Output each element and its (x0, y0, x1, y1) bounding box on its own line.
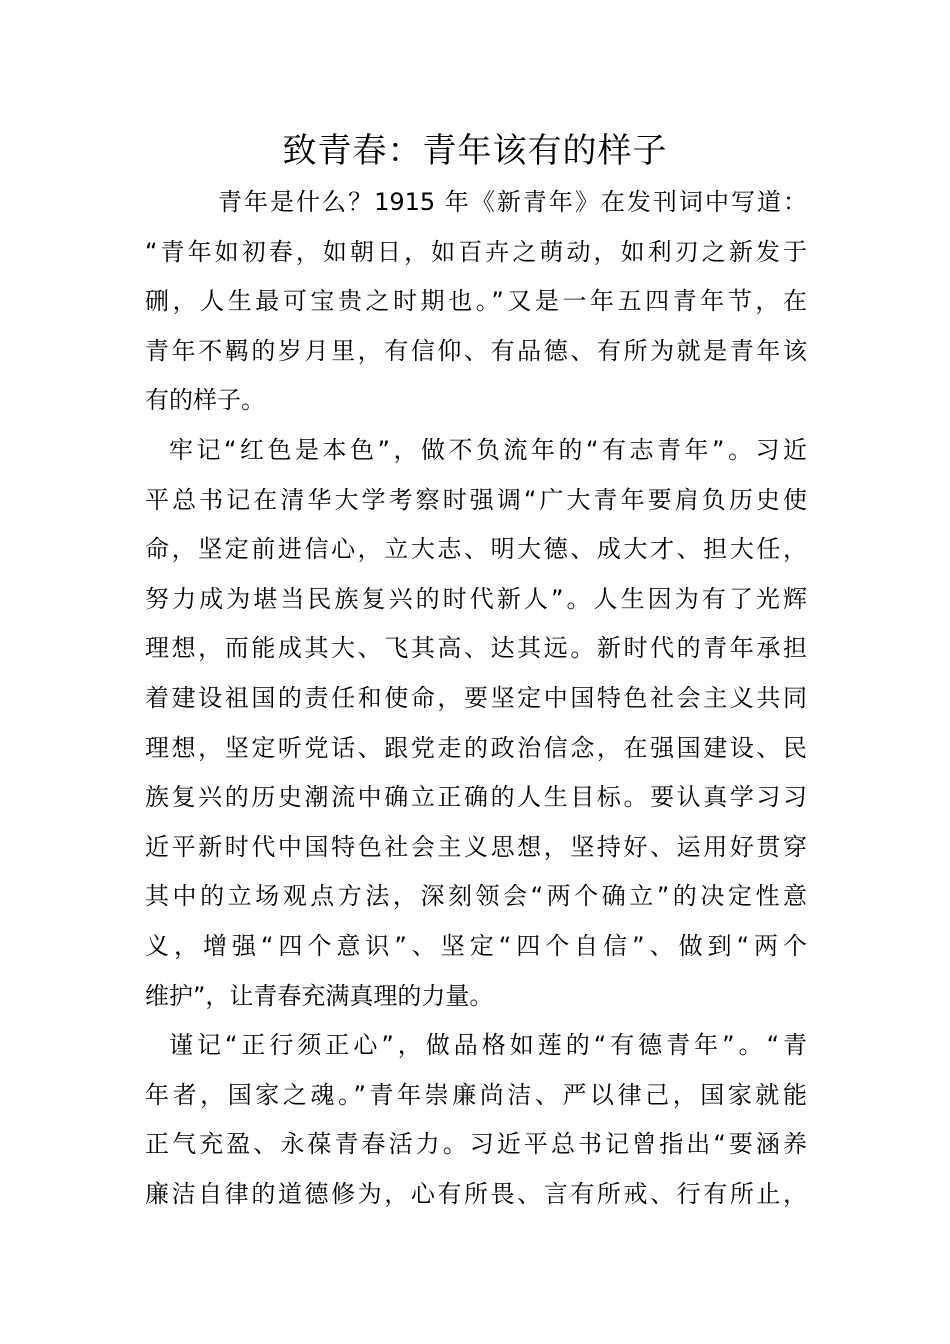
text-line: 牢记“红色是本色”，做不负流年的“有志青年”。习近 (169, 435, 807, 464)
paragraph-virtue (145, 1021, 807, 1219)
text-line: 谨记“正行须正心”，做品格如莲的“有德青年”。“青 (169, 1031, 807, 1060)
document-title: 致青春：青年该有的样子 (282, 131, 668, 171)
text-line: 理想，坚定听党话、跟党走的政治信念，在强国建设、民 (145, 733, 807, 762)
text-line: 维护”，让青春充满真理的力量。 (145, 981, 494, 1010)
text-line: 理想，而能成其大、飞其高、达其远。新时代的青年承担 (145, 634, 807, 663)
paragraph-intro (145, 178, 807, 426)
document-body (145, 178, 807, 1219)
text-line: 义，增强“四个意识”、坚定“四个自信”、做到“两个 (145, 931, 807, 960)
text-line: 廉洁自律的道德修为，心有所畏、言有所戒、行有所止， (145, 1179, 807, 1208)
text-line: 平总书记在清华大学考察时强调“广大青年要肩负历史使 (145, 485, 807, 514)
text-line: 硎，人生最可宝贵之时期也。”又是一年五四青年节，在 (145, 287, 807, 316)
text-line: 年者，国家之魂。”青年崇廉尚洁、严以律己，国家就能 (145, 1080, 807, 1109)
text-line: 有的样子。 (145, 386, 265, 415)
text-line: 近平新时代中国特色社会主义思想，坚持好、运用好贯穿 (145, 832, 807, 861)
text-line: 正气充盈、永葆青春活力。习近平总书记曾指出“要涵养 (145, 1130, 807, 1159)
text-line: 其中的立场观点方法，深刻领会“两个确立”的决定性意 (145, 882, 807, 911)
text-line: 着建设祖国的责任和使命，要坚定中国特色社会主义共同 (145, 683, 807, 712)
text-line: 努力成为堪当民族复兴的时代新人”。人生因为有了光辉 (145, 584, 807, 613)
text-line: 青年不羁的岁月里，有信仰、有品德、有所为就是青年该 (145, 336, 807, 365)
text-line: “青年如初春，如朝日，如百卉之萌动，如利刃之新发于 (145, 237, 807, 266)
text-line: 族复兴的历史潮流中确立正确的人生目标。要认真学习习 (145, 783, 807, 812)
text-line: 青年是什么？1915 年《新青年》在发刊词中写道： (218, 188, 807, 216)
text-line: 命，坚定前进信心，立大志、明大德、成大才、担大任， (145, 535, 807, 564)
paragraph-ambition (145, 426, 807, 1021)
